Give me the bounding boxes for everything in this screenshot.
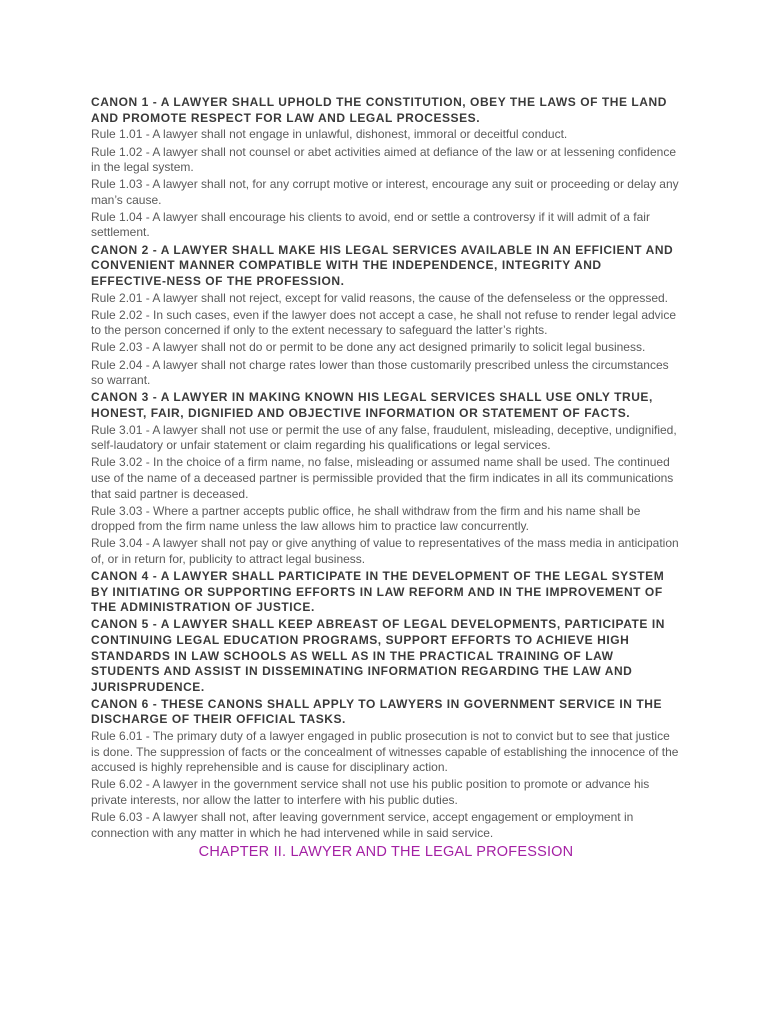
rule-text: Rule 2.02 - In such cases, even if the lawyer does not accept a case, he shall not refuse to render legal advice to the person concerned if only to the extent necessary to safeguard the latter’s rights. xyxy=(91,307,677,338)
canon-heading: CANON 3 - A LAWYER IN MAKING KNOWN HIS LEGAL SERVICES SHALL USE ONLY TRUE, HONEST, FAIR, DIGNIFIED AND OBJECTIVE INFORMATION OR STATEMENT OF FACTS. xyxy=(91,390,653,420)
chapter-heading: CHAPTER II. LAWYER AND THE LEGAL PROFESSION xyxy=(198,844,574,861)
canon-heading: CANON 6 - THESE CANONS SHALL APPLY TO LAWYERS IN GOVERNMENT SERVICE IN THE DISCHARGE OF THEIR OFFICIAL TASKS. xyxy=(91,696,662,727)
rule-text: Rule 6.01 - The primary duty of a lawyer engaged in public prosecution is not to convict but to see that justice is done. The suppression of facts or the concealment of witnesses capable of establishing the innocence of the accused is highly reprehensible and is cause for disciplinary action. xyxy=(91,729,679,775)
rule-text: Rule 2.03 - A lawyer shall not do or permit to be done any act designed primarily to solicit legal business. xyxy=(91,340,646,355)
canon-heading: CANON 1 - A LAWYER SHALL UPHOLD THE CONSTITUTION, OBEY THE LAWS OF THE LAND AND PROMOTE RESPECT FOR LAW AND LEGAL PROCESSES. xyxy=(91,95,667,125)
rule-text: Rule 3.03 - Where a partner accepts public office, he shall withdraw from the firm and his name shall be dropped from the firm name unless the law allows him to practice law concurrently. xyxy=(91,503,641,534)
rule-text: Rule 3.04 - A lawyer shall not pay or give anything of value to representatives of the mass media in anticipation of, or in return for, publicity to attract legal business. xyxy=(91,536,679,566)
rule-text: Rule 3.01 - A lawyer shall not use or permit the use of any false, fraudulent, misleading, deceptive, undignified, self-laudatory or unfair statement or claim regarding his qualifications or legal services. xyxy=(91,422,677,453)
rule-text: Rule 1.04 - A lawyer shall encourage his clients to avoid, end or settle a controversy if it will admit of a fair settlement. xyxy=(91,209,650,240)
rule-text: Rule 1.01 - A lawyer shall not engage in unlawful, dishonest, immoral or deceitful conduct. xyxy=(91,127,568,142)
canon-heading: CANON 2 - A LAWYER SHALL MAKE HIS LEGAL SERVICES AVAILABLE IN AN EFFICIENT AND CONVENIENT MANNER COMPATIBLE WITH THE INDEPENDENCE, INTEGRITY AND EFFECTIVE-NESS OF THE PROFESSION. xyxy=(91,242,674,288)
rule-text: Rule 2.04 - A lawyer shall not charge rates lower than those customarily prescribed unless the circumstances so warrant. xyxy=(91,357,669,388)
canon-heading: CANON 4 - A LAWYER SHALL PARTICIPATE IN THE DEVELOPMENT OF THE LEGAL SYSTEM BY INITIATING OR SUPPORTING EFFORTS IN LAW REFORM AND IN THE IMPROVEMENT OF THE ADMINISTRATION OF JUSTICE. xyxy=(91,568,665,615)
rule-text: Rule 6.03 - A lawyer shall not, after leaving government service, accept engagement or employment in connection with any matter in which he had intervened while in said service. xyxy=(91,809,634,840)
rule-text: Rule 1.03 - A lawyer shall not, for any corrupt motive or interest, encourage any suit or proceeding or delay any man’s cause. xyxy=(91,177,679,207)
rule-text: Rule 3.02 - In the choice of a firm name, no false, misleading or assumed name shall be used. The continued use of the name of a deceased partner is permissible provided that the firm indicates in all its communications that said partner is deceased. xyxy=(91,455,674,501)
canon-heading: CANON 5 - A LAWYER SHALL KEEP ABREAST OF LEGAL DEVELOPMENTS, PARTICIPATE IN CONTINUING LEGAL EDUCATION PROGRAMS, SUPPORT EFFORTS TO ACHIEVE HIGH STANDARDS IN LAW SCHOOLS AS WELL AS IN THE PRACTICAL TRAINING OF LAW STUDENTS AND ASSIST IN DISSEMINATING INFORMATION REGARDING THE LAW AND JURISPRUDENCE. xyxy=(91,617,665,694)
document-body xyxy=(91,95,681,860)
rule-text: Rule 6.02 - A lawyer in the government service shall not use his public position to promote or advance his private interests, nor allow the latter to interfere with his public duties. xyxy=(91,777,650,807)
rule-text: Rule 1.02 - A lawyer shall not counsel or abet activities aimed at defiance of the law or at lessening confidence in the legal system. xyxy=(91,144,677,175)
rule-text: Rule 2.01 - A lawyer shall not reject, except for valid reasons, the cause of the defenseless or the oppressed. xyxy=(91,290,668,305)
